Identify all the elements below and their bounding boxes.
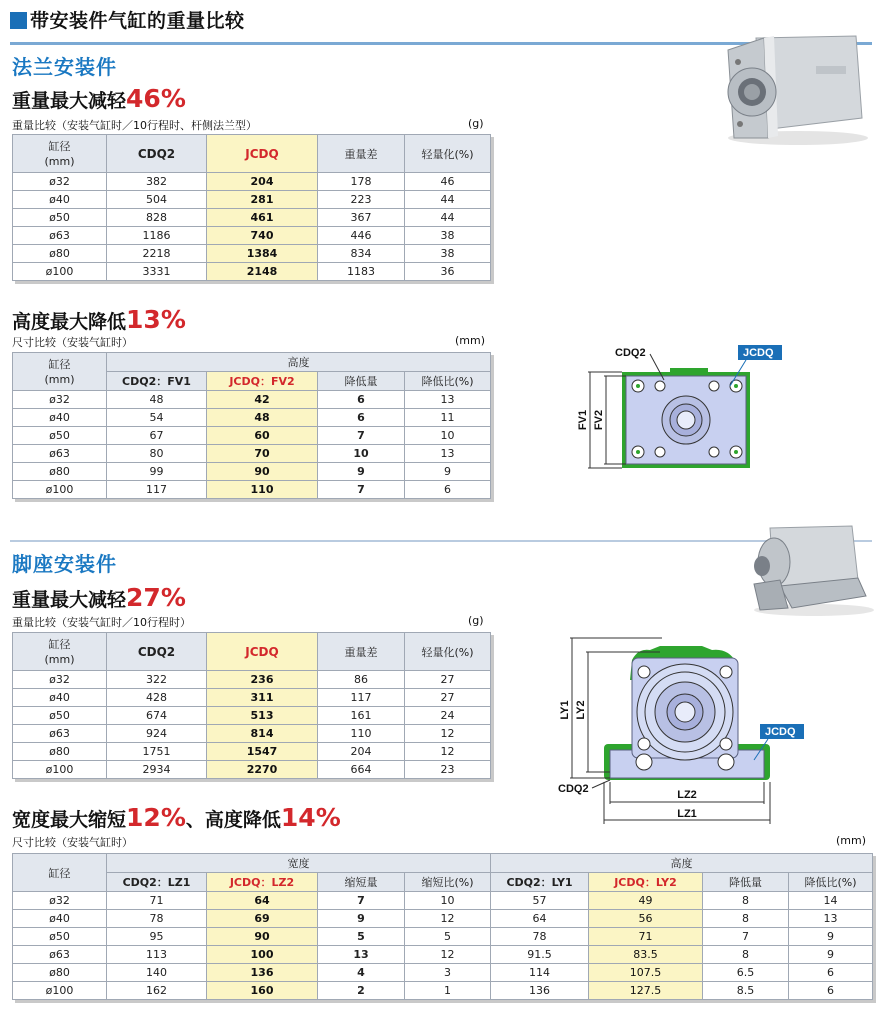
table-row — [13, 964, 873, 982]
table-cell: 6.5 — [703, 964, 789, 982]
table-cell: 10 — [405, 892, 491, 910]
table-cell: 57 — [491, 892, 589, 910]
table-row — [13, 227, 491, 245]
col-header: CDQ2 — [107, 135, 207, 173]
col-header: JCDQ — [207, 135, 318, 173]
table-cell: 70 — [207, 445, 318, 463]
table-cell: 42 — [207, 391, 318, 409]
col-header: 缸径 (mm) — [13, 353, 107, 391]
table-cell: 223 — [318, 191, 405, 209]
table-cell: 5 — [405, 928, 491, 946]
cdq2-label: CDQ2 — [615, 347, 646, 359]
bore-size-cell: ø80 — [13, 743, 107, 761]
table-cell: 461 — [207, 209, 318, 227]
table-cell: 127.5 — [589, 982, 703, 1000]
table-cell: 12 — [405, 725, 491, 743]
table-cell: 1751 — [107, 743, 207, 761]
table-row — [13, 173, 491, 191]
bore-size-cell: ø32 — [13, 391, 107, 409]
table-row — [13, 689, 491, 707]
table-cell: 2934 — [107, 761, 207, 779]
bore-size-cell: ø32 — [13, 173, 107, 191]
table-cell: 1384 — [207, 245, 318, 263]
foot-weight-heading: 重量最大减轻27% — [12, 583, 186, 612]
foot-size-caption: 尺寸比较（安装气缸时） — [12, 836, 133, 849]
col-header: 轻量化(%) — [405, 633, 491, 671]
col-header: 缩短量 — [318, 873, 405, 892]
table-cell: 9 — [318, 910, 405, 928]
foot-dimension-diagram — [552, 632, 796, 828]
flange-weight-table — [12, 134, 491, 281]
table-cell: 83.5 — [589, 946, 703, 964]
table-cell: 9 — [318, 463, 405, 481]
table-cell: 78 — [107, 910, 207, 928]
flange-height-heading: 高度最大降低13% — [12, 305, 186, 334]
bore-size-cell: ø63 — [13, 227, 107, 245]
table-cell: 12 — [405, 910, 491, 928]
table-cell: 110 — [318, 725, 405, 743]
table-row — [13, 391, 491, 409]
table-cell: 8 — [703, 892, 789, 910]
col-header: 重量差 — [318, 633, 405, 671]
bore-size-cell: ø80 — [13, 245, 107, 263]
table-cell: 7 — [703, 928, 789, 946]
table-cell: 54 — [107, 409, 207, 427]
table-cell: 178 — [318, 173, 405, 191]
table-cell: 6 — [405, 481, 491, 499]
table-cell: 13 — [405, 391, 491, 409]
foot-weight-table — [12, 632, 491, 779]
bore-size-cell: ø100 — [13, 761, 107, 779]
table-row — [13, 263, 491, 281]
ly2-label: LY2 — [575, 700, 587, 720]
table-cell: 27 — [405, 689, 491, 707]
group-header: 宽度 — [107, 854, 491, 873]
table-cell: 69 — [207, 910, 318, 928]
col-header: CDQ2：FV1 — [107, 372, 207, 391]
table-cell: 23 — [405, 761, 491, 779]
bore-size-cell: ø100 — [13, 481, 107, 499]
table-cell: 2 — [318, 982, 405, 1000]
flange-weight-caption: 重量比较（安装气缸时／10行程时、杆侧法兰型） — [12, 119, 257, 132]
col-header: 缸径 (mm) — [13, 135, 107, 173]
table-row — [13, 928, 873, 946]
table-cell: 6 — [789, 964, 873, 982]
table-cell: 834 — [318, 245, 405, 263]
table-cell: 27 — [405, 671, 491, 689]
table-row — [13, 409, 491, 427]
col-header: 降低比(%) — [405, 372, 491, 391]
table-cell: 117 — [318, 689, 405, 707]
table-row — [13, 209, 491, 227]
table-cell: 7 — [318, 892, 405, 910]
table-cell: 8 — [703, 946, 789, 964]
foot-weight-unit: (g) — [468, 614, 484, 627]
table-cell: 44 — [405, 191, 491, 209]
flange-cylinder-photo — [716, 26, 876, 148]
cdq2-label: CDQ2 — [558, 783, 589, 795]
table-cell: 1547 — [207, 743, 318, 761]
table-cell: 78 — [491, 928, 589, 946]
square-bullet-icon — [10, 12, 27, 29]
table-cell: 9 — [405, 463, 491, 481]
table-cell: 13 — [789, 910, 873, 928]
col-header: CDQ2 — [107, 633, 207, 671]
table-row — [13, 725, 491, 743]
table-cell: 14 — [789, 892, 873, 910]
col-header: CDQ2：LY1 — [491, 873, 589, 892]
table-row — [13, 761, 491, 779]
col-header: CDQ2：LZ1 — [107, 873, 207, 892]
bore-size-cell: ø50 — [13, 928, 107, 946]
table-cell: 10 — [318, 445, 405, 463]
group-header: 高度 — [491, 854, 873, 873]
table-cell: 12 — [405, 946, 491, 964]
table-cell: 60 — [207, 427, 318, 445]
table-cell: 8.5 — [703, 982, 789, 1000]
table-cell: 44 — [405, 209, 491, 227]
foot-size-table — [12, 853, 873, 1000]
table-cell: 322 — [107, 671, 207, 689]
flange-section-title: 法兰安装件 — [12, 55, 117, 79]
table-cell: 236 — [207, 671, 318, 689]
col-header: 降低量 — [318, 372, 405, 391]
table-cell: 71 — [107, 892, 207, 910]
table-cell: 2270 — [207, 761, 318, 779]
flange-weight-heading: 重量最大减轻46% — [12, 84, 186, 113]
col-header: 缸径 — [13, 854, 107, 892]
table-row — [13, 892, 873, 910]
table-row — [13, 445, 491, 463]
table-cell: 367 — [318, 209, 405, 227]
table-cell: 740 — [207, 227, 318, 245]
jcdq-label: JCDQ — [743, 347, 774, 359]
table-cell: 11 — [405, 409, 491, 427]
table-cell: 6 — [318, 409, 405, 427]
table-cell: 814 — [207, 725, 318, 743]
foot-size-heading: 宽度最大缩短12%、高度降低14% — [12, 803, 341, 832]
table-cell: 91.5 — [491, 946, 589, 964]
table-cell: 281 — [207, 191, 318, 209]
table-cell: 56 — [589, 910, 703, 928]
table-cell: 113 — [107, 946, 207, 964]
bore-size-cell: ø63 — [13, 946, 107, 964]
table-row — [13, 191, 491, 209]
table-cell: 9 — [789, 946, 873, 964]
table-cell: 7 — [318, 427, 405, 445]
col-header: 缩短比(%) — [405, 873, 491, 892]
table-row — [13, 910, 873, 928]
bore-size-cell: ø100 — [13, 263, 107, 281]
col-header: 重量差 — [318, 135, 405, 173]
foot-section-title: 脚座安装件 — [12, 552, 117, 576]
table-cell: 6 — [318, 391, 405, 409]
jcdq-label: JCDQ — [765, 726, 796, 738]
table-cell: 117 — [107, 481, 207, 499]
lz2-label: LZ2 — [677, 789, 697, 801]
table-cell: 204 — [318, 743, 405, 761]
flange-height-caption: 尺寸比较（安装气缸时） — [12, 336, 133, 349]
col-header: JCDQ：LY2 — [589, 873, 703, 892]
table-cell: 12 — [405, 743, 491, 761]
bore-size-cell: ø50 — [13, 209, 107, 227]
bore-size-cell: ø80 — [13, 964, 107, 982]
foot-size-unit: (mm) — [836, 834, 867, 847]
foot-cylinder-photo — [740, 522, 880, 618]
table-cell: 1 — [405, 982, 491, 1000]
flange-height-table — [12, 352, 491, 499]
table-cell: 64 — [491, 910, 589, 928]
table-row — [13, 743, 491, 761]
table-row — [13, 245, 491, 263]
table-cell: 114 — [491, 964, 589, 982]
table-cell: 1186 — [107, 227, 207, 245]
table-row — [13, 427, 491, 445]
table-cell: 13 — [318, 946, 405, 964]
table-cell: 162 — [107, 982, 207, 1000]
table-cell: 3 — [405, 964, 491, 982]
ly1-label: LY1 — [559, 700, 571, 720]
table-cell: 674 — [107, 707, 207, 725]
table-cell: 38 — [405, 245, 491, 263]
bore-size-cell: ø80 — [13, 463, 107, 481]
table-cell: 3331 — [107, 263, 207, 281]
table-cell: 100 — [207, 946, 318, 964]
col-header: JCDQ — [207, 633, 318, 671]
fv1-label: FV1 — [577, 409, 589, 431]
flange-weight-unit: (g) — [468, 117, 484, 130]
table-cell: 13 — [405, 445, 491, 463]
table-cell: 428 — [107, 689, 207, 707]
bore-size-cell: ø40 — [13, 191, 107, 209]
table-cell: 513 — [207, 707, 318, 725]
table-cell: 6 — [789, 982, 873, 1000]
table-cell: 10 — [405, 427, 491, 445]
table-cell: 504 — [107, 191, 207, 209]
table-cell: 99 — [107, 463, 207, 481]
col-header: JCDQ：FV2 — [207, 372, 318, 391]
table-row — [13, 946, 873, 964]
col-header: JCDQ：LZ2 — [207, 873, 318, 892]
bore-size-cell: ø40 — [13, 409, 107, 427]
table-cell: 48 — [207, 409, 318, 427]
bore-size-cell: ø63 — [13, 725, 107, 743]
fv2-label: FV2 — [593, 409, 605, 431]
table-cell: 49 — [589, 892, 703, 910]
table-cell: 2218 — [107, 245, 207, 263]
table-row — [13, 982, 873, 1000]
table-cell: 4 — [318, 964, 405, 982]
table-cell: 64 — [207, 892, 318, 910]
table-row — [13, 481, 491, 499]
table-cell: 9 — [789, 928, 873, 946]
flange-height-unit: (mm) — [455, 334, 486, 347]
table-cell: 90 — [207, 928, 318, 946]
flange-dimension-diagram — [560, 340, 790, 480]
col-header: 缸径 (mm) — [13, 633, 107, 671]
bore-size-cell: ø50 — [13, 707, 107, 725]
table-cell: 161 — [318, 707, 405, 725]
col-header: 降低量 — [703, 873, 789, 892]
table-cell: 136 — [207, 964, 318, 982]
bore-size-cell: ø40 — [13, 689, 107, 707]
table-cell: 48 — [107, 391, 207, 409]
table-cell: 36 — [405, 263, 491, 281]
bore-size-cell: ø32 — [13, 671, 107, 689]
table-cell: 24 — [405, 707, 491, 725]
table-cell: 7 — [318, 481, 405, 499]
table-cell: 136 — [491, 982, 589, 1000]
col-header: 轻量化(%) — [405, 135, 491, 173]
table-cell: 160 — [207, 982, 318, 1000]
table-cell: 2148 — [207, 263, 318, 281]
table-cell: 924 — [107, 725, 207, 743]
table-cell: 382 — [107, 173, 207, 191]
table-cell: 8 — [703, 910, 789, 928]
table-cell: 204 — [207, 173, 318, 191]
table-cell: 5 — [318, 928, 405, 946]
lz1-label: LZ1 — [677, 808, 697, 820]
bore-size-cell: ø50 — [13, 427, 107, 445]
bore-size-cell: ø63 — [13, 445, 107, 463]
table-cell: 110 — [207, 481, 318, 499]
bore-size-cell: ø100 — [13, 982, 107, 1000]
table-cell: 446 — [318, 227, 405, 245]
table-cell: 664 — [318, 761, 405, 779]
table-cell: 828 — [107, 209, 207, 227]
col-header: 降低比(%) — [789, 873, 873, 892]
table-cell: 71 — [589, 928, 703, 946]
table-cell: 86 — [318, 671, 405, 689]
table-cell: 38 — [405, 227, 491, 245]
table-cell: 140 — [107, 964, 207, 982]
page-title: 带安装件气缸的重量比较 — [10, 6, 245, 33]
table-cell: 67 — [107, 427, 207, 445]
table-row — [13, 463, 491, 481]
table-cell: 95 — [107, 928, 207, 946]
table-cell: 80 — [107, 445, 207, 463]
table-cell: 90 — [207, 463, 318, 481]
table-cell: 311 — [207, 689, 318, 707]
table-row — [13, 707, 491, 725]
table-row — [13, 671, 491, 689]
group-header: 高度 — [107, 353, 491, 372]
table-cell: 46 — [405, 173, 491, 191]
table-cell: 1183 — [318, 263, 405, 281]
bore-size-cell: ø40 — [13, 910, 107, 928]
table-cell: 107.5 — [589, 964, 703, 982]
bore-size-cell: ø32 — [13, 892, 107, 910]
foot-weight-caption: 重量比较（安装气缸时／10行程时） — [12, 616, 191, 629]
